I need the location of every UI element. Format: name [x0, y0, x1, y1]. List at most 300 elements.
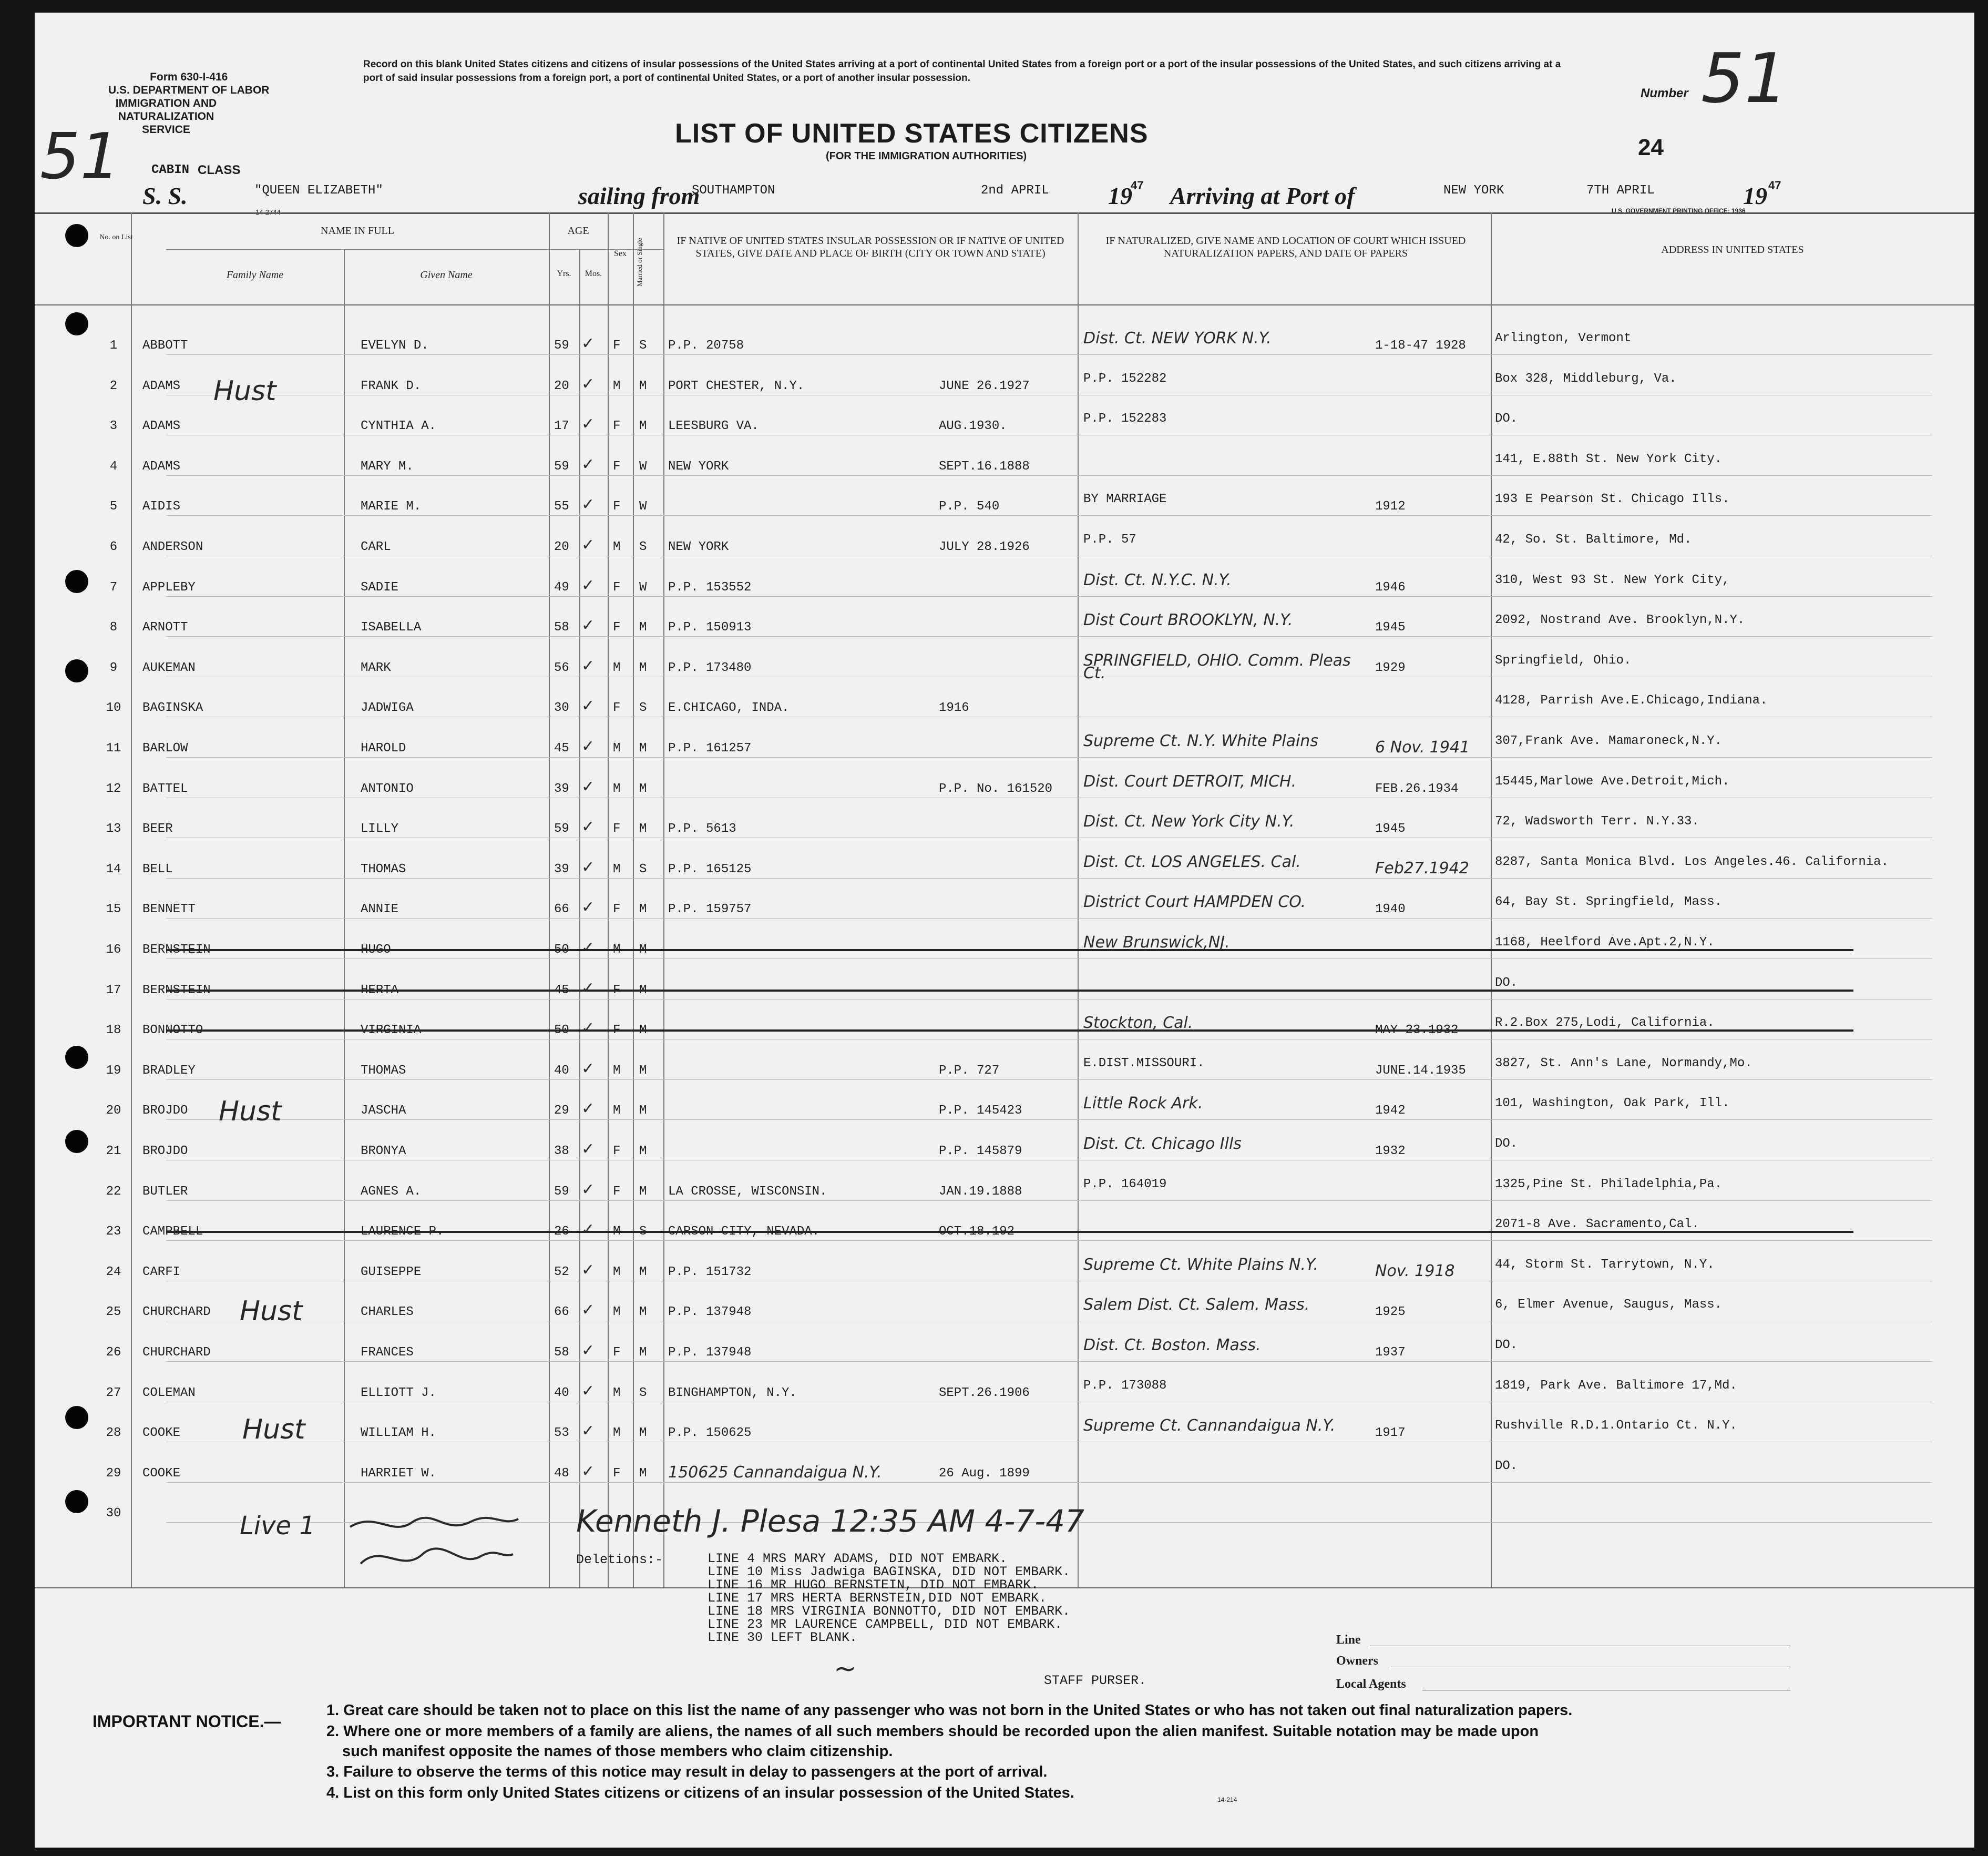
row-given-cell: HAROLD	[361, 741, 406, 756]
table-top-rule	[35, 212, 1974, 214]
row-no-cell: 11	[106, 741, 121, 756]
row-no-cell: 6	[109, 540, 118, 554]
arrival-date: 7TH APRIL	[1586, 183, 1655, 198]
check-mark: ✓	[581, 939, 595, 957]
sailing-from-label: sailing from	[578, 182, 700, 209]
row-family-cell: BONNOTTO	[142, 1023, 203, 1038]
row-family-cell: ABBOTT	[142, 339, 188, 353]
manifest-sheet	[35, 13, 1974, 1848]
row-ms-cell: W	[639, 459, 647, 474]
row-birth-cell: BINGHAMPTON, N.Y.	[668, 1385, 797, 1400]
row-addr-cell: 15445,Marlowe Ave.Detroit,Mich.	[1495, 774, 1730, 789]
check-mark: ✓	[581, 697, 595, 716]
row-ms-cell: S	[639, 540, 647, 554]
row-ms-cell: M	[639, 1063, 647, 1078]
row-court-cell: Dist Court BROOKLYN, N.Y.	[1083, 611, 1293, 630]
row-family-cell: BRADLEY	[142, 1063, 196, 1078]
row-given-cell: HERTA	[361, 983, 399, 997]
row-court-cell: Dist. Ct. NEW YORK N.Y.	[1083, 329, 1272, 348]
row-court-cell: Dist. Court DETROIT, MICH.	[1083, 772, 1297, 791]
row-court-cell: Dist. Ct. Chicago Ills	[1083, 1135, 1242, 1153]
row-no-cell: 15	[106, 902, 121, 917]
row-given-cell: LAURENCE P.	[361, 1225, 444, 1239]
class-value: CABIN	[151, 163, 190, 177]
row-court-cell: Dist. Ct. Boston. Mass.	[1083, 1336, 1261, 1354]
check-mark: ✓	[581, 616, 595, 635]
row-cdate-cell: 1937	[1375, 1345, 1406, 1360]
row-no-cell: 9	[109, 660, 118, 675]
list-number: 51	[1701, 38, 1788, 118]
row-given-cell: ANTONIO	[361, 781, 414, 796]
notice-item-1: 1. Great care should be taken not to place on this list the name of any passenger who was not born in the United States or who has not taken out final naturalization papers.	[326, 1702, 1573, 1719]
row-birth-cell: LA CROSSE, WISCONSIN.	[668, 1184, 827, 1199]
row-court-cell: Salem Dist. Ct. Salem. Mass.	[1083, 1296, 1310, 1314]
check-mark: ✓	[581, 737, 595, 756]
record-instructions: Record on this blank United States citizens and citizens of insular possessions of the United States arriving at a port of continental United States from a foreign port or a port of the insular possessions of the United States, and such citizens arriving at a port of said insular possessions from a foreign port, a port of continental United States, or a port of another insular possession.	[363, 59, 1561, 84]
header-given: Given Name	[420, 269, 473, 281]
check-mark: ✓	[581, 1140, 595, 1158]
row-given-cell: THOMAS	[361, 1063, 406, 1078]
row-family-cell: CHURCHARD	[142, 1345, 211, 1360]
row-court-cell: SPRINGFIELD, OHIO. Comm. Pleas Ct.	[1083, 651, 1351, 682]
row-no-cell: 25	[106, 1305, 121, 1320]
row-birth-cell: P.P. 173480	[668, 660, 752, 675]
row-family-cell: COLEMAN	[142, 1385, 196, 1400]
row-cdate-cell: MAY 23.1932	[1375, 1023, 1459, 1038]
row-court-cell: P.P. 57	[1083, 533, 1136, 547]
row-given-cell: THOMAS	[361, 862, 406, 876]
depart-year: 47	[1131, 179, 1144, 192]
row-addr-cell: DO.	[1495, 975, 1518, 990]
row-bdate-cell: JAN.19.1888	[939, 1184, 1022, 1199]
header-yrs: Yrs.	[557, 269, 571, 278]
check-mark: ✓	[581, 898, 595, 917]
check-mark: ✓	[581, 1019, 595, 1038]
arriving-label: Arriving at Port of	[1170, 182, 1355, 209]
row-addr-cell: 6, Elmer Avenue, Saugus, Mass.	[1495, 1298, 1723, 1312]
row-given-cell: MARK	[361, 660, 391, 675]
check-mark: ✓	[581, 374, 595, 393]
row-yrs-cell: 48	[554, 1466, 569, 1481]
strike-through-line	[166, 1231, 1853, 1233]
col-rule	[1491, 212, 1492, 1587]
row-addr-cell: 1325,Pine St. Philadelphia,Pa.	[1495, 1177, 1723, 1191]
row-birth-cell: P.P. 137948	[668, 1305, 752, 1320]
row-rule	[166, 1119, 1932, 1120]
row-given-cell: CHARLES	[361, 1305, 414, 1320]
row-bdate-cell: 1916	[939, 701, 969, 716]
header-no: No. on List	[99, 233, 133, 241]
row-sex-cell: M	[613, 943, 621, 957]
row-addr-cell: DO.	[1495, 1338, 1518, 1352]
punch-hole	[65, 224, 88, 247]
strike-through-line	[166, 1029, 1853, 1032]
row-yrs-cell: 52	[554, 1264, 569, 1279]
row-family-cell: CHURCHARD	[142, 1305, 211, 1320]
deletion-line: LINE 16 MR HUGO BERNSTEIN, DID NOT EMBARK.	[708, 1577, 1039, 1593]
row-birth-cell: NEW YORK	[668, 540, 729, 554]
row-ms-cell: M	[639, 822, 647, 837]
row-no-cell: 27	[106, 1385, 121, 1400]
row-addr-cell: 101, Washington, Oak Park, Ill.	[1495, 1096, 1730, 1111]
row-addr-cell: 141, E.88th St. New York City.	[1495, 452, 1723, 466]
row-addr-cell: Springfield, Ohio.	[1495, 653, 1632, 668]
row-given-cell: CYNTHIA A.	[361, 419, 437, 434]
header-family: Family Name	[226, 269, 284, 281]
arrival-year: 47	[1768, 179, 1781, 192]
punch-hole	[65, 312, 88, 335]
col-rule	[633, 212, 634, 1587]
depart-date: 2nd APRIL	[981, 183, 1049, 198]
row-sex-cell: F	[613, 983, 621, 997]
hust-note: Hust	[219, 1096, 282, 1127]
row-rule	[166, 1482, 1932, 1483]
row-sex-cell: F	[613, 822, 621, 837]
row-addr-cell: R.2.Box 275,Lodi, California.	[1495, 1016, 1715, 1031]
row-cdate-cell: 1942	[1375, 1104, 1406, 1118]
row-given-cell: HUGO	[361, 943, 391, 957]
form-id: Form 630-I-416	[150, 71, 228, 83]
row-given-cell: AGNES A.	[361, 1184, 422, 1199]
row-sex-cell: M	[613, 540, 621, 554]
row-given-cell: CARL	[361, 540, 391, 554]
row-given-cell: GUISEPPE	[361, 1264, 422, 1279]
row-no-cell: 21	[106, 1144, 121, 1158]
row-addr-cell: 2092, Nostrand Ave. Brooklyn,N.Y.	[1495, 613, 1745, 628]
notice-item-2-cont: such manifest opposite the names of those members who claim citizenship.	[342, 1743, 893, 1760]
row-given-cell: MARIE M.	[361, 499, 422, 514]
row-sex-cell: F	[613, 499, 621, 514]
check-mark: ✓	[581, 978, 595, 997]
form-code: 14-2744	[255, 208, 281, 216]
row-court-cell: P.P. 173088	[1083, 1378, 1167, 1393]
punch-hole	[65, 1406, 88, 1429]
row-cdate-cell: 1925	[1375, 1305, 1406, 1320]
punch-hole	[65, 570, 88, 593]
row-no-cell: 12	[106, 781, 121, 796]
row-birth-cell: P.P. 151732	[668, 1264, 752, 1279]
check-mark: ✓	[581, 1301, 595, 1320]
row-ms-cell: M	[639, 1345, 647, 1360]
row-bdate-cell: JUNE 26.1927	[939, 379, 1030, 393]
printing-office: U.S. GOVERNMENT PRINTING OFFICE: 1936	[1612, 207, 1746, 215]
deletion-line: LINE 30 LEFT BLANK.	[708, 1630, 858, 1645]
row-family-cell: AIDIS	[142, 499, 181, 514]
row-given-cell: EVELYN D.	[361, 339, 429, 353]
row-given-cell: LILLY	[361, 822, 399, 837]
row-cdate-cell: 1917	[1375, 1426, 1406, 1441]
row-bdate-cell: AUG.1930.	[939, 419, 1007, 434]
row-no-cell: 20	[106, 1104, 121, 1118]
row-cdate-cell: 1946	[1375, 580, 1406, 595]
row-court-cell: District Court HAMPDEN CO.	[1083, 893, 1306, 912]
header-mos: Mos.	[585, 269, 602, 278]
row-court-cell: Supreme Ct. N.Y. White Plains	[1083, 732, 1318, 750]
check-mark: ✓	[581, 1059, 595, 1078]
row-yrs-cell: 45	[554, 983, 569, 997]
row-addr-cell: DO.	[1495, 1137, 1518, 1151]
row-court-cell: P.P. 152283	[1083, 412, 1167, 426]
row-no-cell: 1	[109, 339, 118, 353]
row-family-cell: BERNSTEIN	[142, 983, 211, 997]
row-ms-cell: S	[639, 862, 647, 876]
row-bdate-cell: SEPT.26.1906	[939, 1385, 1030, 1400]
row-court-cell: P.P. 164019	[1083, 1177, 1167, 1191]
row-court-cell: Supreme Ct. White Plains N.Y.	[1083, 1255, 1318, 1274]
check-mark: ✓	[581, 777, 595, 796]
row-cdate-cell: Feb27.1942	[1375, 859, 1469, 878]
row-yrs-cell: 30	[554, 701, 569, 716]
row-yrs-cell: 39	[554, 781, 569, 796]
row-sex-cell: M	[613, 1385, 621, 1400]
punch-hole	[65, 1490, 88, 1513]
row-family-cell: ADAMS	[142, 459, 181, 474]
check-mark: ✓	[581, 495, 595, 514]
row-cdate-cell: 1912	[1375, 499, 1406, 514]
row-yrs-cell: 26	[554, 1225, 569, 1239]
purser-title: STAFF PURSER.	[1044, 1673, 1147, 1688]
row-addr-cell: Arlington, Vermont	[1495, 331, 1632, 345]
col-rule	[549, 212, 550, 1587]
number-label: Number	[1641, 86, 1688, 100]
row-ms-cell: M	[639, 660, 647, 675]
signature-timestamp: Kenneth J. Plesa 12:35 AM 4-7-47	[576, 1503, 1084, 1539]
row-cdate-cell: 1929	[1375, 660, 1406, 675]
left-number: 51	[40, 120, 120, 193]
depart-year-prefix: 19	[1108, 182, 1132, 209]
row-ms-cell: M	[639, 781, 647, 796]
row-yrs-cell: 59	[554, 1184, 569, 1199]
row-yrs-cell: 59	[554, 339, 569, 353]
row-given-cell: FRANCES	[361, 1345, 414, 1360]
row-sex-cell: M	[613, 1426, 621, 1441]
row-no-cell: 16	[106, 943, 121, 957]
row-sex-cell: M	[613, 1305, 621, 1320]
row-cdate-cell: JUNE.14.1935	[1375, 1063, 1466, 1078]
row-yrs-cell: 50	[554, 943, 569, 957]
row-family-cell: CAMPBELL	[142, 1225, 203, 1239]
arrival-port: NEW YORK	[1443, 183, 1504, 198]
row-sex-cell: F	[613, 580, 621, 595]
row-yrs-cell: 38	[554, 1144, 569, 1158]
row-sex-cell: F	[613, 459, 621, 474]
row-family-cell: BAGINSKA	[142, 701, 203, 716]
row-cdate-cell: Nov. 1918	[1375, 1261, 1455, 1280]
row-rule	[166, 596, 1932, 597]
row-birth-cell: P.P. 5613	[668, 822, 736, 837]
row-addr-cell: 42, So. St. Baltimore, Md.	[1495, 533, 1692, 547]
row-no-cell: 24	[106, 1264, 121, 1279]
row-birth-cell: 150625 Cannandaigua N.Y.	[668, 1463, 882, 1482]
check-mark: ✓	[581, 1462, 595, 1481]
row-court-cell: New Brunswick,NJ.	[1083, 933, 1230, 952]
row-family-cell: BROJDO	[142, 1144, 188, 1158]
row-bdate-cell: P.P. 540	[939, 499, 1000, 514]
ship-name: "QUEEN ELIZABETH"	[254, 183, 383, 198]
strike-through-line	[166, 990, 1853, 992]
row-ms-cell: M	[639, 1104, 647, 1118]
check-mark: ✓	[581, 656, 595, 675]
row-cdate-cell: 1945	[1375, 822, 1406, 837]
row-ms-cell: M	[639, 1023, 647, 1038]
check-mark: ✓	[581, 1422, 595, 1441]
row-rule	[166, 1200, 1932, 1201]
deletion-line: LINE 18 MRS VIRGINIA BONNOTTO, DID NOT EMBARK.	[708, 1604, 1071, 1619]
row-cdate-cell: 1-18-47 1928	[1375, 339, 1466, 353]
row-given-cell: ELLIOTT J.	[361, 1385, 437, 1400]
header-bottom-rule	[35, 304, 1974, 305]
row-ms-cell: M	[639, 379, 647, 393]
row-sex-cell: F	[613, 1184, 621, 1199]
row-sex-cell: F	[613, 339, 621, 353]
deletion-line: LINE 10 Miss Jadwiga BAGINSKA, DID NOT EMBARK.	[708, 1564, 1071, 1579]
row-ms-cell: M	[639, 741, 647, 756]
row-sex-cell: M	[613, 1063, 621, 1078]
row-birth-cell: P.P. 159757	[668, 902, 752, 917]
row-addr-cell: 3827, St. Ann's Lane, Normandy,Mo.	[1495, 1056, 1753, 1070]
row-rule	[166, 1361, 1932, 1362]
row-given-cell: MARY M.	[361, 459, 414, 474]
check-mark: ✓	[581, 858, 595, 876]
header-address: ADDRESS IN UNITED STATES	[1661, 244, 1804, 256]
row-given-cell: VIRGINIA	[361, 1023, 422, 1038]
header-native: IF NATIVE OF UNITED STATES INSULAR POSSESSION OR IF NATIVE OF UNITED STATES, GIVE DATE AND PLACE OF BIRTH (CITY OR TOWN AND STATE)	[677, 235, 1064, 259]
owners-label: Owners	[1336, 1654, 1378, 1668]
row-sex-cell: F	[613, 1466, 621, 1481]
row-yrs-cell: 55	[554, 499, 569, 514]
row-birth-cell: PORT CHESTER, N.Y.	[668, 379, 805, 393]
row-birth-cell: LEESBURG VA.	[668, 419, 759, 434]
row-given-cell: ANNIE	[361, 902, 399, 917]
deletions-list	[708, 1552, 1070, 1644]
row-yrs-cell: 50	[554, 1023, 569, 1038]
check-mark: ✓	[581, 1220, 595, 1239]
row-ms-cell: M	[639, 1184, 647, 1199]
row-ms-cell: S	[639, 1225, 647, 1239]
arrival-year-prefix: 19	[1743, 182, 1767, 209]
row-yrs-cell: 53	[554, 1426, 569, 1441]
row-rule	[166, 878, 1932, 879]
row-rule	[166, 918, 1932, 919]
live-note: Live 1	[240, 1511, 315, 1541]
row-bdate-cell: P.P. 727	[939, 1063, 1000, 1078]
form-agency: U.S. DEPARTMENT OF LABOR	[108, 84, 270, 96]
row-no-cell: 18	[106, 1023, 121, 1038]
row-no-cell: 14	[106, 862, 121, 876]
row-birth-cell: NEW YORK	[668, 459, 729, 474]
from-port: SOUTHAMPTON	[692, 183, 775, 198]
row-no-cell: 7	[109, 580, 118, 595]
row-ms-cell: M	[639, 1426, 647, 1441]
row-family-cell: BARLOW	[142, 741, 188, 756]
punch-hole	[65, 1046, 88, 1069]
row-addr-cell: 8287, Santa Monica Blvd. Los Angeles.46. California.	[1495, 854, 1889, 869]
row-court-cell: Dist. Ct. LOS ANGELES. Cal.	[1083, 852, 1301, 871]
ss-label: S. S.	[142, 182, 188, 209]
row-sex-cell: F	[613, 1023, 621, 1038]
row-cdate-cell: 1932	[1375, 1144, 1406, 1158]
row-family-cell: CARFI	[142, 1264, 181, 1279]
row-bdate-cell: P.P. No. 161520	[939, 781, 1053, 796]
line-label: Line	[1336, 1633, 1361, 1647]
row-birth-cell: E.CHICAGO, INDA.	[668, 701, 790, 716]
row-given-cell: HARRIET W.	[361, 1466, 437, 1481]
row-birth-cell: P.P. 150625	[668, 1426, 752, 1441]
row-birth-cell: CARSON CITY, NEVADA.	[668, 1225, 820, 1239]
punch-hole	[65, 1130, 88, 1153]
row-addr-cell: DO.	[1495, 1459, 1518, 1473]
row-yrs-cell: 66	[554, 1305, 569, 1320]
row-ms-cell: M	[639, 983, 647, 997]
deletions-label: Deletions:-	[576, 1552, 663, 1567]
row-ms-cell: M	[639, 902, 647, 917]
row-ms-cell: S	[639, 701, 647, 716]
punch-hole	[65, 659, 88, 682]
row-yrs-cell: 59	[554, 459, 569, 474]
row-sex-cell: F	[613, 902, 621, 917]
row-bdate-cell: P.P. 145423	[939, 1104, 1022, 1118]
row-family-cell: ADAMS	[142, 419, 181, 434]
row-bdate-cell: OCT.18.192	[939, 1225, 1015, 1239]
page-subtitle: (FOR THE IMMIGRATION AUTHORITIES)	[826, 150, 1027, 162]
row-no-cell: 13	[106, 822, 121, 837]
col-rule	[608, 212, 609, 1587]
row-sex-cell: M	[613, 1264, 621, 1279]
row-family-cell: COOKE	[142, 1466, 181, 1481]
check-mark: ✓	[581, 536, 595, 554]
row-no-cell: 10	[106, 701, 121, 716]
hust-note: Hust	[213, 375, 276, 407]
handwritten-scribble	[345, 1506, 524, 1579]
check-mark: ✓	[581, 1099, 595, 1118]
row-no-cell: 19	[106, 1063, 121, 1078]
row-rule	[166, 958, 1932, 959]
strike-through-line	[166, 949, 1853, 951]
row-given-cell: SADIE	[361, 580, 399, 595]
row-rule	[166, 636, 1932, 637]
row-no-cell: 17	[106, 983, 121, 997]
header-sex: Sex	[614, 249, 627, 258]
row-sex-cell: M	[613, 741, 621, 756]
row-addr-cell: 44, Storm St. Tarrytown, N.Y.	[1495, 1257, 1715, 1272]
row-rule	[166, 1240, 1932, 1241]
row-ms-cell: M	[639, 1144, 647, 1158]
row-family-cell: AUKEMAN	[142, 660, 196, 675]
hust-note: Hust	[240, 1296, 303, 1327]
row-court-cell: Little Rock Ark.	[1083, 1094, 1203, 1113]
header-married: Married or Single	[636, 238, 643, 287]
row-sex-cell: F	[613, 419, 621, 434]
row-addr-cell: Box 328, Middleburg, Va.	[1495, 371, 1677, 386]
row-sex-cell: F	[613, 701, 621, 716]
row-family-cell: BERNSTEIN	[142, 943, 211, 957]
row-yrs-cell: 58	[554, 1345, 569, 1360]
row-court-cell: Dist. Ct. N.Y.C. N.Y.	[1083, 570, 1232, 589]
row-yrs-cell: 29	[554, 1104, 569, 1118]
header-age: AGE	[567, 225, 589, 237]
form-service: IMMIGRATION AND NATURALIZATION SERVICE	[115, 97, 217, 136]
purser-signature: ~	[834, 1653, 857, 1685]
row-court-cell: Supreme Ct. Cannandaigua N.Y.	[1083, 1416, 1336, 1435]
row-family-cell: COOKE	[142, 1426, 181, 1441]
row-no-cell: 22	[106, 1184, 121, 1199]
row-family-cell: ANDERSON	[142, 540, 203, 554]
row-no-cell: 2	[109, 379, 118, 393]
row-cdate-cell: 6 Nov. 1941	[1375, 738, 1470, 757]
row-rule	[166, 999, 1932, 1000]
row-addr-cell: 307,Frank Ave. Mamaroneck,N.Y.	[1495, 734, 1723, 748]
row-family-cell: BELL	[142, 862, 173, 876]
